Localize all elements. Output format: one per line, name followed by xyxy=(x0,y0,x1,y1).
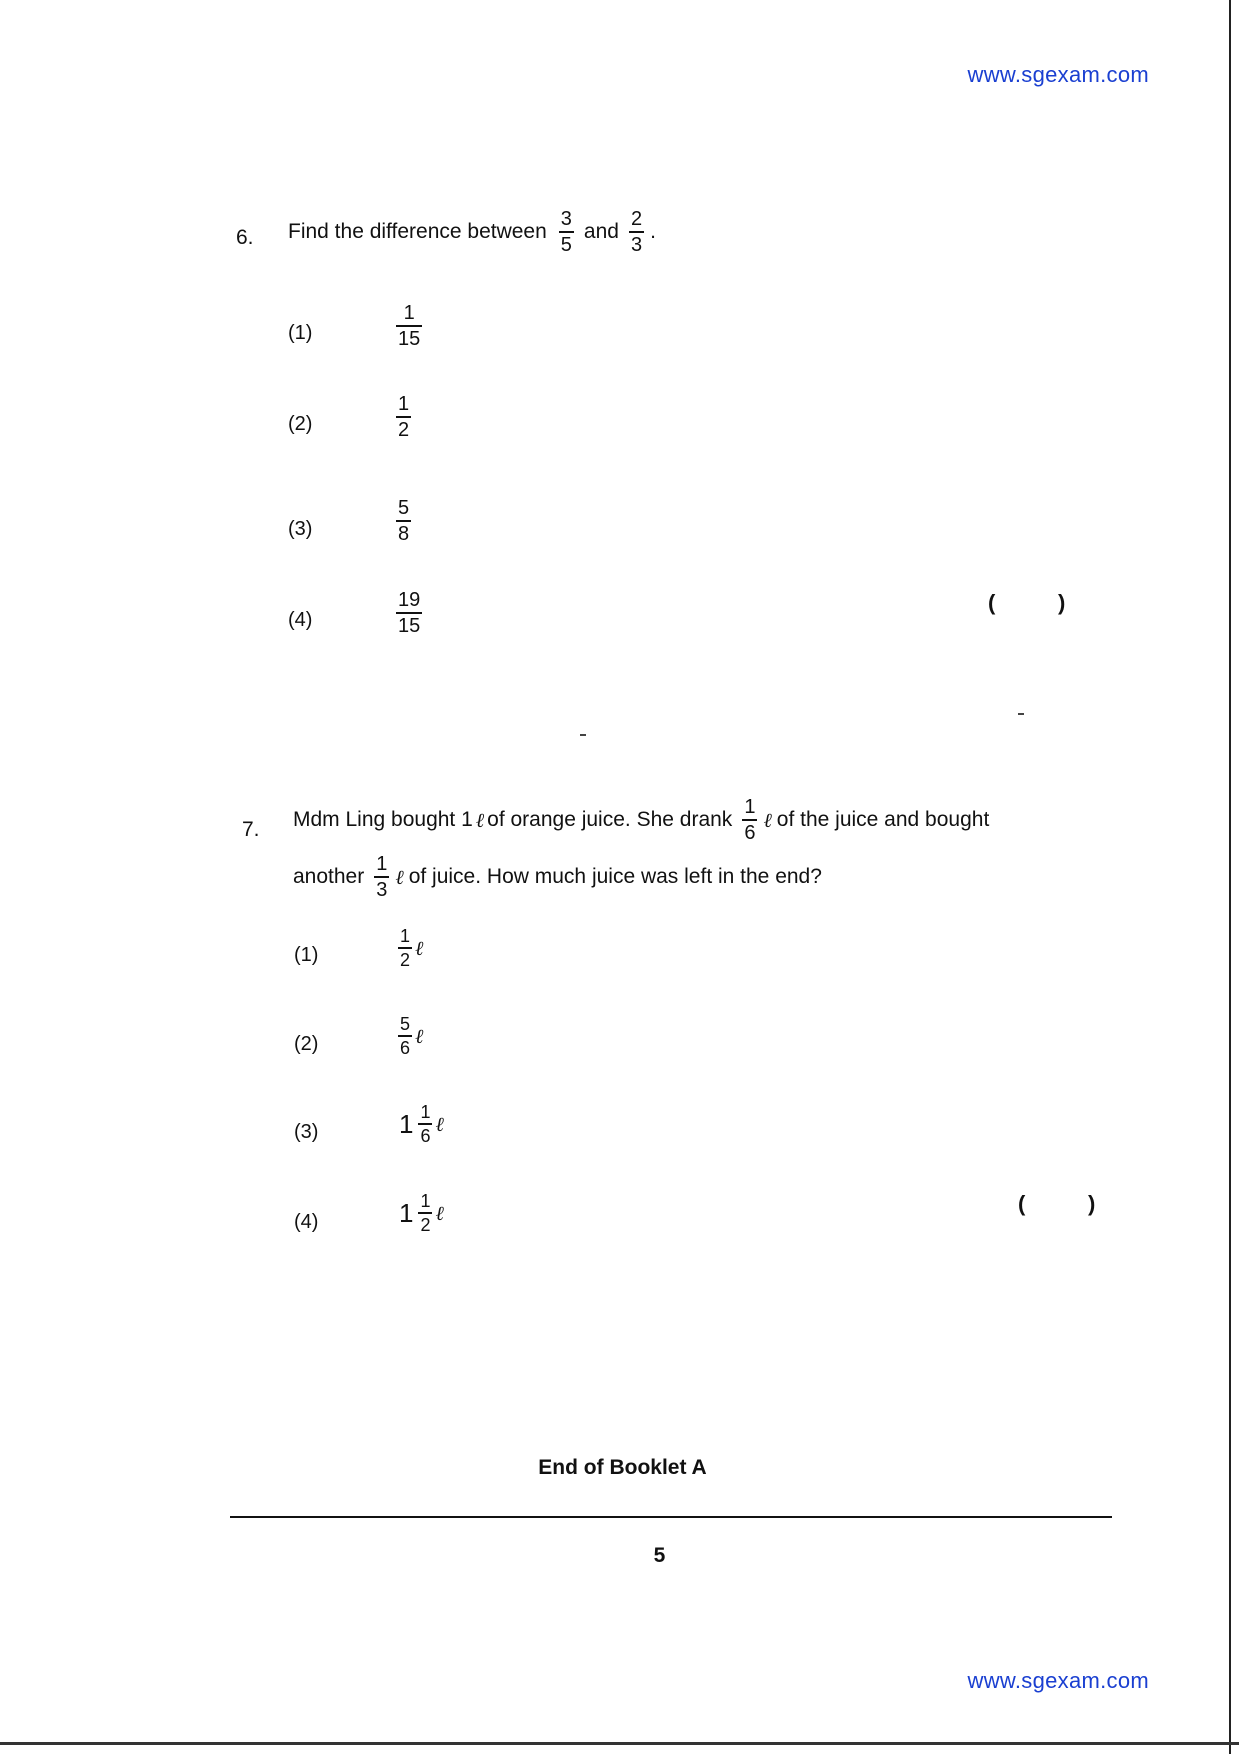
fraction-numerator: 1 xyxy=(420,1191,431,1211)
question-6-fraction-1 xyxy=(559,208,574,256)
q7-option-3-label: (3) xyxy=(294,1121,319,1143)
option-whole-number: 1 xyxy=(399,1108,414,1139)
fraction-denominator: 2 xyxy=(396,416,411,441)
fraction-numerator: 1 xyxy=(400,926,411,946)
scan-speck xyxy=(580,734,586,736)
fraction-denominator: 3 xyxy=(374,876,389,901)
question-7-text-c: of the juice and bought xyxy=(776,808,990,831)
fraction-denominator: 6 xyxy=(742,819,757,844)
fraction-numerator: 1 xyxy=(744,796,756,818)
fraction-denominator: 15 xyxy=(396,325,422,350)
fraction-denominator: 6 xyxy=(398,1035,412,1058)
fraction-numerator: 1 xyxy=(398,393,410,415)
q7-option-4-value xyxy=(399,1191,444,1235)
question-6-conjunction: and xyxy=(583,220,619,243)
fraction-denominator: 6 xyxy=(418,1123,432,1146)
q6-answer-bracket-open: ( xyxy=(988,590,996,615)
question-6-number: 6. xyxy=(236,226,254,249)
end-of-booklet-label: End of Booklet A xyxy=(538,1456,707,1479)
question-7-line-2 xyxy=(293,853,822,901)
question-7-fraction-a xyxy=(742,796,757,844)
fraction-denominator: 5 xyxy=(559,231,574,256)
fraction-numerator: 5 xyxy=(398,497,410,519)
question-6-text xyxy=(288,208,656,256)
q6-option-1-label: (1) xyxy=(288,322,313,344)
q7-option-2-label: (2) xyxy=(294,1033,319,1055)
question-7-text-b: of orange juice. She drank xyxy=(487,808,733,831)
q7-answer-bracket-close: ) xyxy=(1088,1191,1096,1216)
fraction-denominator: 15 xyxy=(396,612,422,637)
option-fraction xyxy=(396,589,422,637)
q6-option-3-value xyxy=(390,497,417,545)
q7-answer-bracket-open: ( xyxy=(1018,1191,1026,1216)
page-number-value: 5 xyxy=(653,1544,666,1567)
question-6-prompt: Find the difference between xyxy=(288,220,547,243)
page-bottom-edge xyxy=(0,1742,1239,1745)
q6-option-2-label: (2) xyxy=(288,413,313,435)
fraction-denominator: 3 xyxy=(629,231,644,256)
q7-option-1-value xyxy=(393,926,423,970)
fraction-numerator: 1 xyxy=(376,853,388,875)
end-of-booklet-text xyxy=(0,1456,1239,1480)
litre-unit: ℓ xyxy=(435,1200,444,1225)
option-fraction xyxy=(418,1191,432,1235)
q6-option-3-label: (3) xyxy=(288,518,313,540)
litre-unit: ℓ xyxy=(415,935,424,960)
question-7-text-a: Mdm Ling bought 1 xyxy=(293,808,473,831)
header-site-link[interactable]: www.sgexam.com xyxy=(967,62,1149,87)
q6-option-4-value xyxy=(390,589,428,637)
option-fraction xyxy=(396,302,422,350)
fraction-numerator: 3 xyxy=(560,208,572,230)
fraction-numerator: 19 xyxy=(398,589,421,611)
litre-unit: ℓ xyxy=(475,808,485,832)
footer-site-link[interactable]: www.sgexam.com xyxy=(967,1668,1149,1693)
q6-option-4-label: (4) xyxy=(288,609,313,631)
question-7-fraction-b xyxy=(374,853,389,901)
scan-speck xyxy=(1018,713,1024,715)
question-7-text-d: another xyxy=(293,865,365,888)
litre-unit: ℓ xyxy=(395,865,404,889)
page-number xyxy=(0,1544,1239,1568)
footer-divider xyxy=(230,1516,1112,1518)
q7-option-4-label: (4) xyxy=(294,1211,319,1233)
option-fraction xyxy=(418,1102,432,1146)
litre-unit: ℓ xyxy=(415,1023,424,1048)
question-6-period: . xyxy=(650,220,656,243)
page-edge-shadow xyxy=(1229,0,1231,1754)
q6-option-1-value xyxy=(390,302,428,350)
q6-option-2-value xyxy=(390,393,417,441)
q7-option-2-value xyxy=(393,1014,423,1058)
question-7-text-e: of juice. How much juice was left in the end? xyxy=(408,865,822,888)
litre-unit: ℓ xyxy=(763,808,772,832)
question-7-number: 7. xyxy=(242,818,260,841)
fraction-numerator: 1 xyxy=(420,1102,431,1122)
fraction-denominator: 2 xyxy=(398,947,412,970)
fraction-denominator: 2 xyxy=(418,1212,432,1235)
fraction-numerator: 5 xyxy=(400,1014,411,1034)
question-6-fraction-2 xyxy=(629,208,644,256)
q6-answer-bracket-close: ) xyxy=(1058,590,1066,615)
q7-option-1-label: (1) xyxy=(294,944,319,966)
question-7-line-1 xyxy=(293,796,989,844)
option-fraction xyxy=(396,497,411,545)
option-fraction xyxy=(396,393,411,441)
option-fraction xyxy=(398,926,412,970)
fraction-numerator: 1 xyxy=(403,302,415,324)
option-whole-number: 1 xyxy=(399,1197,414,1228)
litre-unit: ℓ xyxy=(435,1111,444,1136)
fraction-denominator: 8 xyxy=(396,520,411,545)
q7-option-3-value xyxy=(399,1102,444,1146)
fraction-numerator: 2 xyxy=(630,208,643,230)
option-fraction xyxy=(398,1014,412,1058)
